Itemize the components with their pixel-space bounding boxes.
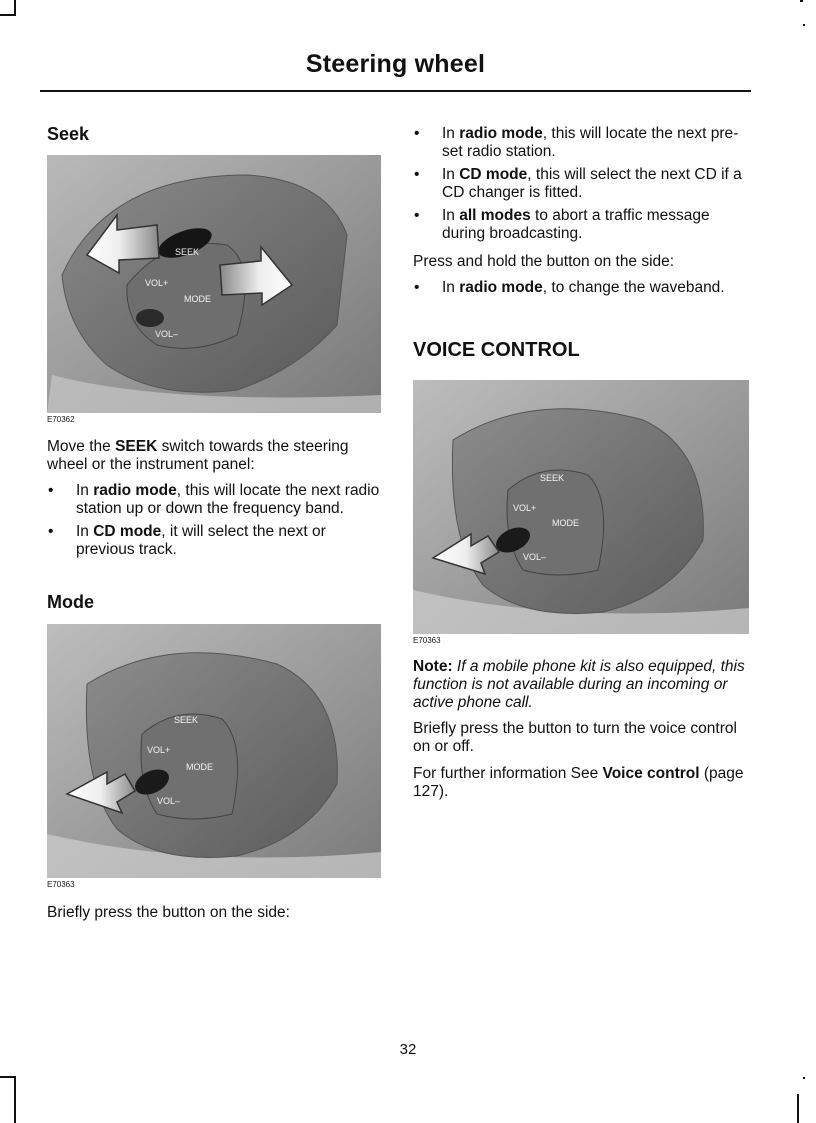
bullet-bold: all modes [459, 207, 531, 224]
vol-plus-label-1: VOL+ [145, 278, 169, 288]
bullet-post: , this will locate the next radio station up or down the frequency band. [76, 482, 380, 517]
seek-intro-post: switch towards the steering wheel or the instrument panel: [47, 438, 349, 473]
seek-intro [47, 438, 382, 474]
list-item [413, 207, 751, 243]
mode-bullets [413, 125, 751, 248]
figure-code-1: E70362 [47, 415, 75, 424]
page-title: Steering wheel [305, 50, 486, 78]
vol-plus-label-2: VOL+ [147, 745, 171, 755]
bullet-bold: CD mode [93, 523, 162, 540]
title-rule [40, 90, 751, 92]
further-pre: For further information See [413, 765, 603, 782]
figure-code-2: E70363 [47, 880, 75, 889]
bullet-pre: In [76, 523, 94, 540]
bullet-bold: radio mode [459, 279, 543, 296]
crop-dot-top-right [800, 0, 803, 2]
crop-mark-bottom-left-v [14, 1076, 16, 1123]
list-item [413, 125, 751, 161]
voice-paragraph: Briefly press the button to turn the voice control on or off. [413, 720, 737, 755]
bullet-bold: CD mode [459, 166, 528, 183]
crop-dot-right-1 [803, 24, 805, 26]
bullet-pre: In [442, 207, 460, 224]
bullet-pre: In [76, 482, 94, 499]
bullet-bold: radio mode [93, 482, 177, 499]
crop-dot-right-2 [803, 1077, 805, 1079]
bullet-post: to abort a traffic message during broadcasting. [442, 207, 710, 242]
seek-intro-bold: SEEK [115, 438, 158, 455]
figure-code-3: E70363 [413, 636, 441, 645]
list-item [413, 279, 751, 297]
voice-control-heading: VOICE CONTROL [413, 339, 580, 361]
crop-mark-top-left-h [0, 14, 16, 16]
vol-minus-label-1: VOL– [155, 329, 179, 339]
bullet-post: , it will select the next or previous track. [76, 523, 326, 558]
bullet-pre: In [442, 166, 460, 183]
page-number: 32 [399, 1041, 417, 1058]
further-info-paragraph [413, 765, 751, 801]
seek-heading: Seek [47, 124, 90, 144]
further-post: (page 127). [413, 765, 744, 800]
bullet-post: , to change the waveband. [542, 279, 725, 296]
list-item [47, 523, 382, 559]
bullet-pre: In [442, 279, 460, 296]
seek-label-1: SEEK [175, 247, 200, 257]
mode-intro: Briefly press the button on the side: [47, 904, 290, 921]
vol-minus-label-3: VOL– [523, 552, 547, 562]
hold-bullets [413, 279, 751, 302]
note-label: Note: [413, 658, 453, 675]
mode-heading: Mode [47, 592, 94, 612]
bullet-pre: In [442, 125, 460, 142]
mode-label-3: MODE [552, 518, 579, 528]
vol-minus-label-2: VOL– [157, 796, 181, 806]
vol-plus-label-3: VOL+ [513, 503, 537, 513]
crop-mark-bottom-left-h [0, 1076, 16, 1078]
seek-label-2: SEEK [174, 715, 199, 725]
crop-mark-bottom-right-v [797, 1094, 799, 1123]
list-item [413, 166, 751, 202]
list-item [47, 482, 382, 518]
mode-label-1: MODE [184, 294, 211, 304]
seek-figure [47, 155, 381, 413]
seek-intro-pre: Move the [47, 438, 116, 455]
note-text: If a mobile phone kit is also equipped, this function is not available during an incoming or active phone call. [413, 658, 745, 711]
bullet-bold: radio mode [459, 125, 543, 142]
voice-control-figure [413, 380, 749, 634]
voice-control-link[interactable]: Voice control [602, 765, 700, 782]
bullet-post: , this will locate the next pre-set radio station. [442, 125, 739, 160]
seek-label-3: SEEK [540, 473, 565, 483]
mode-figure [47, 624, 381, 878]
mode-label-2: MODE [186, 762, 213, 772]
bullet-post: , this will select the next CD if a CD changer is fitted. [442, 166, 742, 201]
seek-bullets [47, 482, 382, 564]
crop-mark-top-left-v [14, 0, 16, 15]
note-paragraph [413, 658, 751, 712]
press-hold-text: Press and hold the button on the side: [413, 253, 675, 270]
